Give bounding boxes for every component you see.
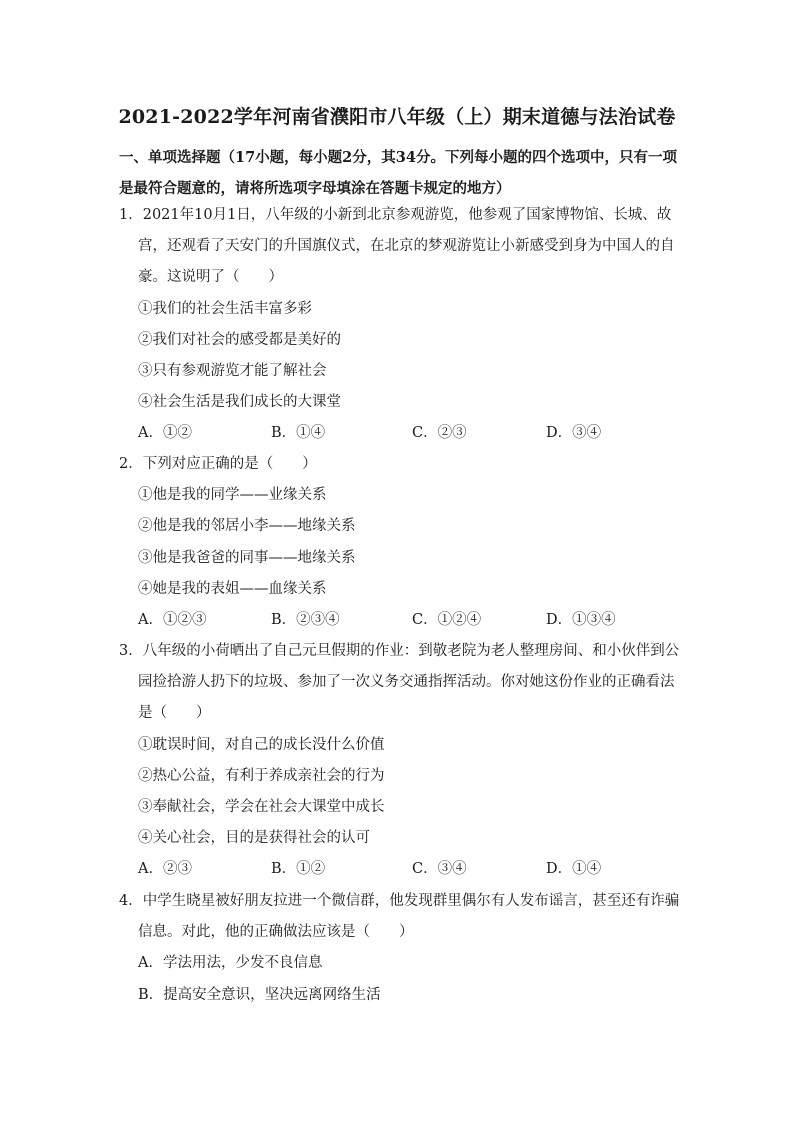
answer-choices	[119, 418, 681, 449]
choice-b: B．①④	[271, 425, 326, 442]
choice-c: C．③④	[412, 861, 467, 878]
statement: ③只有参观游览才能了解社会	[138, 363, 327, 380]
choice-b: B．②③④	[271, 612, 340, 629]
question-2	[119, 449, 681, 636]
statement: ④她是我的表姐——血缘关系	[138, 580, 327, 597]
statement: ①耽误时间，对自己的成长没什么价值	[138, 736, 385, 753]
section-heading: 一、单项选择题（17小题，每小题2分，其34分。下列每小题的四个选项中，只有一项是最符合题意的，请将所选项字母填涂在答题卡规定的地方）	[119, 149, 677, 197]
question-3	[119, 636, 681, 886]
question-stem: 1．2021年10月1日，八年级的小新到北京参观游览，他参观了国家博物馆、长城、故宫，还观看了天安门的升国旗仪式，在北京的梦观游览让小新感受到身为中国人的自豪。这说明了（ ）	[119, 207, 675, 286]
answer-choices	[119, 854, 681, 885]
answer-choices	[119, 605, 681, 636]
question-4	[119, 886, 681, 1011]
choice-d: D．①④	[546, 861, 602, 878]
choice-d: D．①③④	[546, 612, 616, 629]
statement: ④关心社会，目的是获得社会的认可	[138, 830, 370, 847]
option-a: A．学法用法，少发不良信息	[138, 955, 323, 972]
statement: ①我们的社会生活丰富多彩	[138, 300, 312, 317]
statement: ①他是我的同学——业缘关系	[138, 487, 327, 504]
exam-title: 2021-2022学年河南省濮阳市八年级（上）期末道德与法治试卷	[118, 106, 676, 128]
choice-a: A．①②③	[138, 612, 207, 629]
statement: ④社会生活是我们成长的大课堂	[138, 394, 341, 411]
choice-a: A．②③	[138, 861, 192, 878]
question-stem: 4．中学生晓星被好朋友拉进一个微信群，他发现群里偶尔有人发布谣言，甚至还有诈骗信息。对此，他的正确做法应该是（ ）	[119, 893, 680, 941]
choice-a: A．①②	[138, 425, 192, 442]
statement: ②热心公益，有利于养成亲社会的行为	[138, 767, 385, 784]
choice-c: C．②③	[412, 425, 467, 442]
question-1	[119, 200, 681, 450]
choice-c: C．①②④	[412, 612, 482, 629]
question-stem: 3．八年级的小荷晒出了自己元旦假期的作业：到敬老院为老人整理房间、和小伙伴到公园捡拾游人扔下的垃圾、参加了一次义务交通指挥活动。你对她这份作业的正确看法是（ ）	[119, 643, 680, 722]
choice-d: D．③④	[546, 425, 602, 442]
option-b: B．提高安全意识，坚决远离网络生活	[138, 986, 381, 1003]
statement: ②我们对社会的感受都是美好的	[138, 331, 341, 348]
statement: ③他是我爸爸的同事——地缘关系	[138, 549, 356, 566]
statement: ③奉献社会，学会在社会大课堂中成长	[138, 799, 385, 816]
question-stem: 2．下列对应正确的是（ ）	[119, 456, 317, 472]
statement: ②他是我的邻居小李——地缘关系	[138, 518, 356, 535]
choice-b: B．①②	[271, 861, 326, 878]
